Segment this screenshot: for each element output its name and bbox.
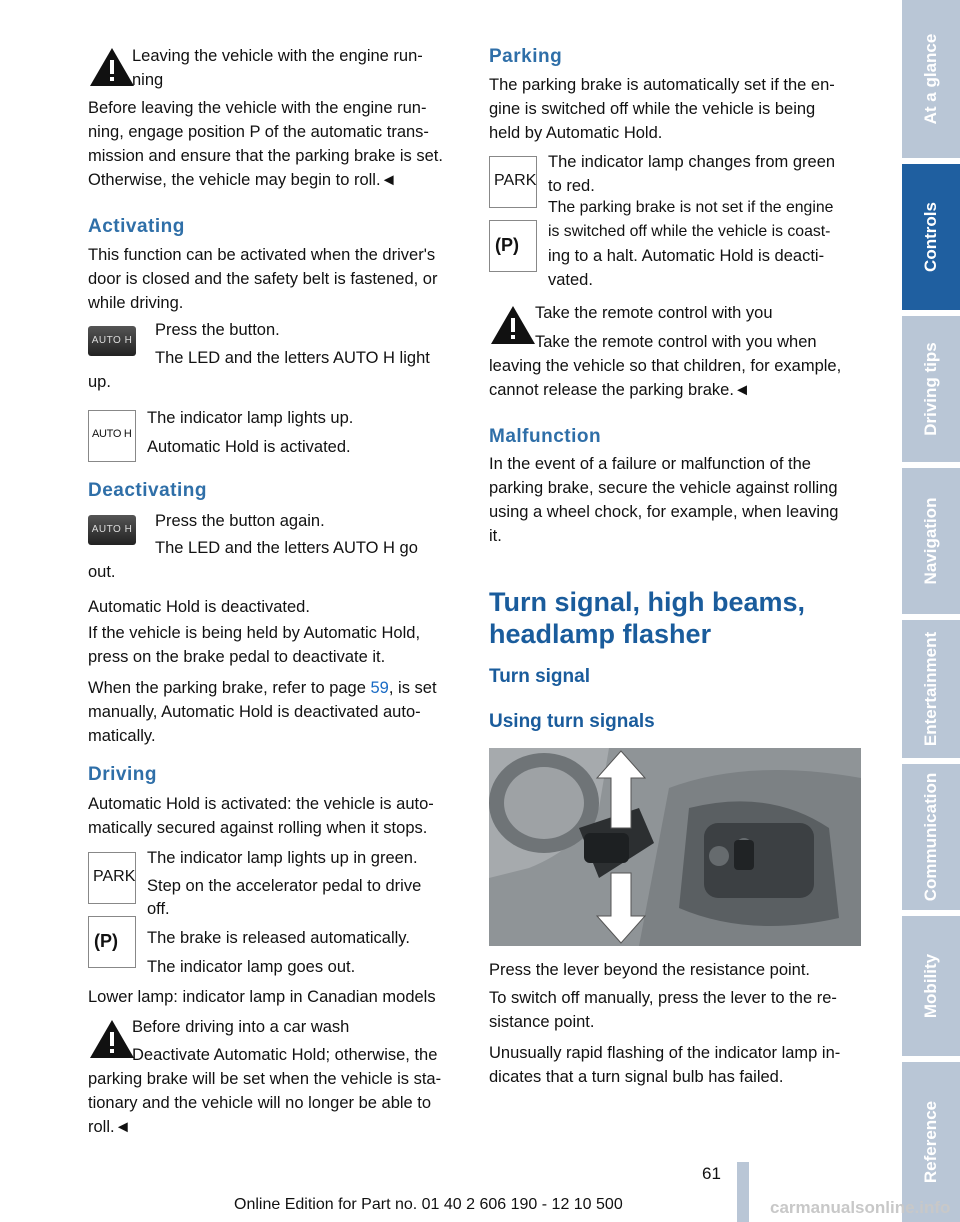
manual-body: manually, Automatic Hold is deactivated auto- matically. [88,703,421,745]
tab-navigation[interactable]: Navigation [902,468,960,614]
heading-parking: Parking [489,46,563,67]
held-body: If the vehicle is being held by Automatic Hold, press on the brake pedal to deactivate it. [88,624,421,666]
auto-h-button-image: AUTO H [88,326,136,356]
turn-signal-illustration [489,748,861,946]
switch-off-body: To switch off manually, press the lever to the re- sistance point. [489,989,837,1031]
park-indicator-icon-right: PARK [489,156,537,208]
page-marker-bar [737,1162,749,1222]
step-accel-text: Step on the accelerator pedal to drive [147,877,422,895]
warning-title-3: Take the remote control with you [535,304,773,322]
heading-turn-signal: Turn signal [489,666,590,687]
step-accel-cont: off. [147,900,170,918]
led-light-up-cont: up. [88,373,111,391]
not-set-body: The parking brake is not set if the engine is switched off while the vehicle is coast- ing to a halt. Automatic Hold is deacti- vated. [548,199,834,289]
edition-footer: Online Edition for Part no. 01 40 2 606 190 - 12 10 500 [234,1196,623,1213]
heading-using-turn-signals: Using turn signals [489,711,655,732]
driving-body: Automatic Hold is activated: the vehicle is auto- matically secured against rolling when it stops. [88,795,434,837]
tab-at-a-glance[interactable]: At a glance [902,0,960,158]
warning-title-cont: ning [132,71,164,89]
green-red-cont: to red. [548,177,595,195]
tab-controls[interactable]: Controls [902,164,960,310]
watermark: carmanualsonline.info [770,1198,951,1217]
press-again-text: Press the button again. [155,512,325,530]
tab-communication[interactable]: Communication [902,764,960,910]
malfunction-body: In the event of a failure or malfunction of the parking brake, secure the vehicle against rolling using a wheel chock, for example, when leaving it. [489,455,839,545]
warning-line-2: Deactivate Automatic Hold; otherwise, the [132,1046,438,1064]
lights-green-text: The indicator lamp lights up in green. [147,849,418,867]
led-go-out-text: The LED and the letters AUTO H go [155,539,418,557]
warning-body-3: leaving the vehicle so that children, for example, cannot release the parking brake.◄ [489,357,842,399]
page-59-link[interactable]: 59 [370,679,389,697]
parking-body: The parking brake is automatically set if the en- gine is switched off while the vehicle is being held by Automatic Hold. [489,76,835,142]
tab-mobility[interactable]: Mobility [902,916,960,1056]
green-red-text: The indicator lamp changes from green [548,153,836,171]
press-lever-text: Press the lever beyond the resistance point. [489,961,811,979]
auto-h-button-image-2: AUTO H [88,515,136,545]
heading-deactivating: Deactivating [88,480,207,501]
tab-reference[interactable]: Reference [902,1062,960,1222]
warning-body: Before leaving the vehicle with the engine run- ning, engage position P of the automatic trans- mission and ensure that the parking brake is set. Otherwise, the vehicle may begin to roll.◄ [88,99,443,189]
hold-deactivated-text: Automatic Hold is deactivated. [88,598,310,616]
indicator-lights-text: The indicator lamp lights up. [147,409,354,427]
warning-triangle-icon [489,304,537,346]
warning-body-2: parking brake will be set when the vehicle is sta- tionary and the vehicle will no longer be able to roll.◄ [88,1070,442,1136]
lower-lamp-text: Lower lamp: indicator lamp in Canadian models [88,988,436,1006]
brake-released-text: The brake is released automatically. [147,929,410,947]
parking-brake-indicator-icon: (P) [88,916,136,968]
lamp-goes-out-text: The indicator lamp goes out. [147,958,356,976]
warning-triangle-icon [88,1018,136,1060]
warning-line-3: Take the remote control with you when [535,333,817,351]
warning-title: Leaving the vehicle with the engine run- [132,47,423,65]
tab-entertainment[interactable]: Entertainment [902,620,960,758]
tab-driving-tips[interactable]: Driving tips [902,316,960,462]
hold-activated-text: Automatic Hold is activated. [147,438,351,456]
press-button-text: Press the button. [155,321,280,339]
heading-malfunction: Malfunction [489,426,602,447]
parking-brake-indicator-icon-right: (P) [489,220,537,272]
heading-activating: Activating [88,216,185,237]
section-heading: Turn signal, high beams, headlamp flasher [489,587,806,649]
manual-text: When the parking brake, refer to page 59, is set [88,679,437,697]
warning-triangle-icon [88,46,136,88]
auto-h-indicator-icon: AUTO H [88,410,136,462]
led-light-up-text: The LED and the letters AUTO H light [155,349,430,367]
park-indicator-icon: PARK [88,852,136,904]
heading-driving: Driving [88,764,157,785]
page-number: 61 [702,1164,721,1183]
led-go-out-cont: out. [88,563,116,581]
warning-title-2: Before driving into a car wash [132,1018,350,1036]
rapid-flash-body: Unusually rapid flashing of the indicator lamp in- dicates that a turn signal bulb has failed. [489,1044,841,1086]
activating-body: This function can be activated when the driver's door is closed and the safety belt is fastened, or while driving. [88,246,438,312]
